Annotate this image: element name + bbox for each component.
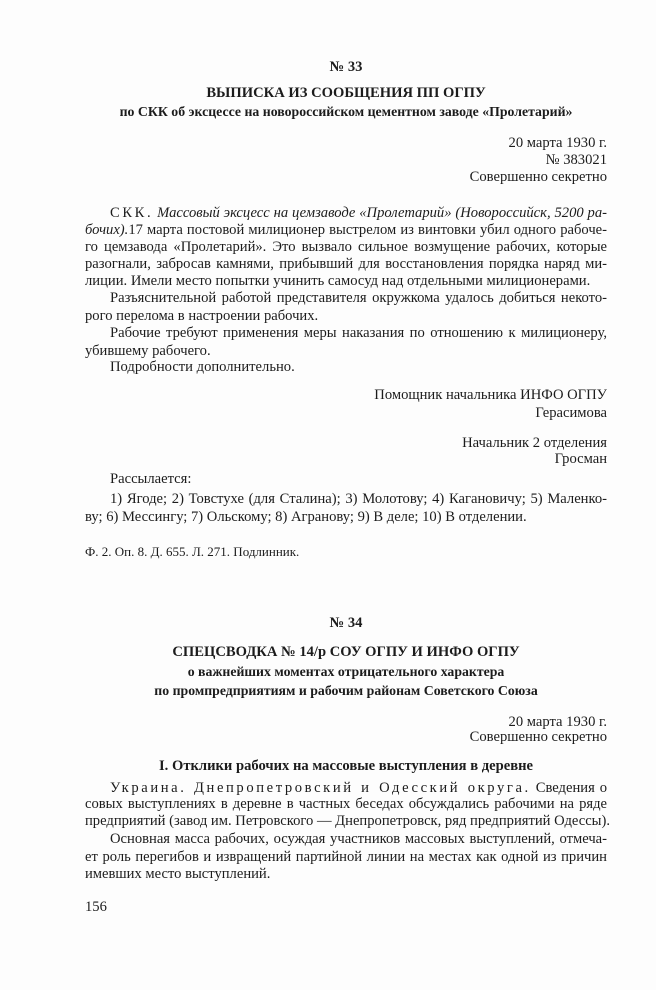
doc34-body-line: предприятий (завод им. Петровского — Днепропетровск, ряд предприятий Одессы). [85,813,610,829]
doc33-body-line: рого перелома в настроении рабочих. [85,308,319,324]
signature-title: Начальник 2 отделения [462,435,607,451]
signature-name: Гросман [554,451,607,467]
distribution-list: ву; 6) Мессингу; 7) Ольскому; 8) Агранову; 9) В деле; 10) В отделении. [85,509,527,525]
doc34-subtitle: о важнейших моментах отрицательного характера [187,664,505,679]
section-heading: I. Отклики рабочих на массовые выступления в деревне [159,758,533,774]
region-label: Украина. Днепропетровский и Одесский округа. [110,780,531,796]
doc33-body-line: убившему рабочего. [85,343,211,359]
body-text: 17 марта постовой милиционер выстрелом из винтовки убил одного рабоче- [128,222,607,238]
doc33-body-line: Рабочие требуют применения меры наказания по отношению к милиционеру, [110,325,607,341]
italic-summary: бочих). [85,222,129,238]
doc33-body-line: Разъяснительной работой представителя окружкома удалось добиться некото- [110,290,607,306]
doc34-title: СПЕЦСВОДКА № 14/р СОУ ОГПУ И ИНФО ОГПУ [172,644,520,660]
page-number: 156 [85,899,107,915]
doc33-title: ВЫПИСКА ИЗ СООБЩЕНИЯ ПП ОГПУ [206,85,486,101]
doc34-body-line: имевших место выступлений. [85,866,271,882]
doc34-number: № 34 [329,615,363,631]
doc33-body-line: Подробности дополнительно. [110,359,295,375]
doc33-subtitle: по СКК об эксцессе на новороссийском цементном заводе «Пролетарий» [119,104,573,119]
italic-summary: Массовый эксцесс на цемзаводе «Пролетарий» (Новороссийск, 5200 ра- [157,205,607,221]
body-text: Сведения о [535,780,607,796]
signature-title: Помощник начальника ИНФО ОГПУ [374,387,607,403]
doc34-date: 20 марта 1930 г. [508,714,607,730]
doc33-date: 20 марта 1930 г. [508,135,607,151]
doc33-reg-number: № 383021 [545,152,607,168]
doc34-body-line: Основная масса рабочих, осуждая участников массовых выступлений, отмеча- [110,831,607,847]
region-label: СКК. [110,205,154,221]
distribution-list: 1) Ягоде; 2) Товстухе (для Сталина); 3) Молотову; 4) Кагановичу; 5) Маленко- [110,491,607,507]
archive-reference: Ф. 2. Оп. 8. Д. 655. Л. 271. Подлинник. [85,544,300,559]
signature-name: Герасимова [535,405,607,421]
doc33-body-line [110,204,607,222]
doc33-classification: Совершенно секретно [469,169,607,185]
doc34-body-line: ет роль перегибов и извращений партийной линии на местах как одной из причин [85,849,607,865]
doc33-body-line: го цемзавода «Пролетарий». Это вызвало сильное возмущение рабочих, которые [85,239,607,255]
doc34-body-line: совых выступлениях в деревне в частных беседах обсуждались рабочими на ряде [85,796,607,812]
doc33-body-line: разогнали, забросав камнями, прибывший для восстановления порядка наряд ми- [85,256,607,272]
doc34-subtitle: по промпредприятиям и рабочим районам Советского Союза [154,683,538,698]
doc34-classification: Совершенно секретно [469,729,607,745]
distribution-label: Рассылается: [110,471,192,487]
doc33-body-line: лиции. Имели место попытки учинить самосуд над отдельными милиционерами. [85,273,591,289]
doc33-number: № 33 [329,59,363,75]
doc33-body-line [85,221,607,239]
